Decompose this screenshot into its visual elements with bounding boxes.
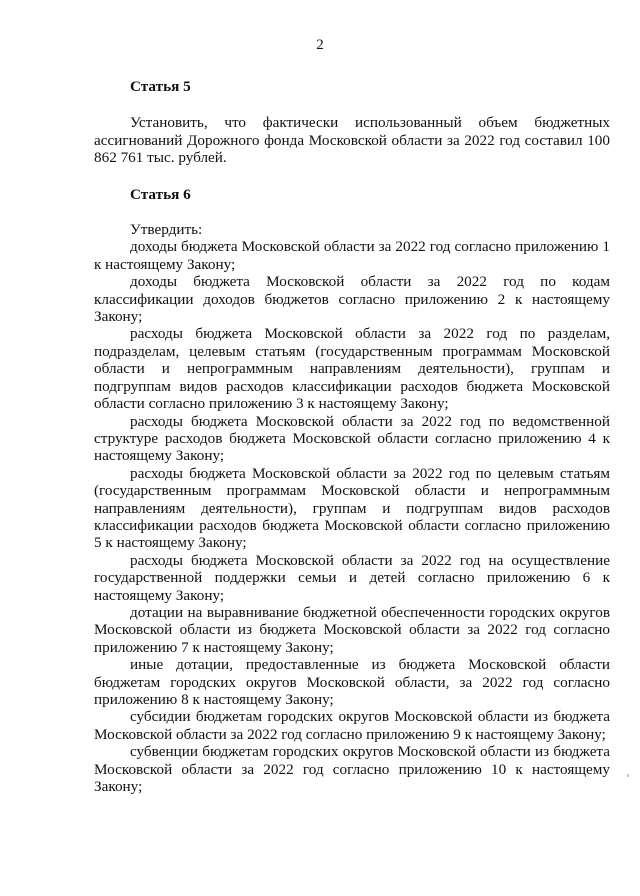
page-number: 2 — [316, 37, 324, 53]
article-6-title: Статья 6 — [130, 185, 191, 203]
scan-edge-mark — [627, 774, 629, 777]
article-6-item-8: иные дотации, предоставленные из бюджета Московской области бюджетам городских округов Московской области, за 2022 год согласно приложению 8 к настоящему Закону; — [94, 656, 610, 708]
article-5-title: Статья 5 — [130, 78, 191, 95]
article-6-intro: Утвердить: — [130, 221, 203, 239]
article-6-item-3: расходы бюджета Московской области за 2022 год по разделам, подразделам, целевым статьям (государственным программам Московской области и непрограммным направлениям деятельности), группам и подгруппам видов расходов классификации расходов бюджета Московской области согласно приложению 3 к настоящему Закону; — [94, 325, 610, 413]
article-6-item-7: дотации на выравнивание бюджетной обеспеченности городских округов Московской области из бюджета Московской области за 2022 год согласно приложению 7 к настоящему Закону; — [94, 603, 610, 656]
article-6-item-4: расходы бюджета Московской области за 2022 год по ведомственной структуре расходов бюджета Московской области согласно приложению 4 к настоящему Закону; — [94, 412, 610, 465]
article-6-item-5: расходы бюджета Московской области за 2022 год по целевым статьям (государственным программам Московской области и непрограммным направлениям деятельности), группам и подгруппам видов расходов классификации расходов бюджета Московской области согласно приложению 5 к настоящему Закону; — [94, 464, 610, 552]
article-5-text: Установить, что фактически использованный объем бюджетных ассигнований Дорожного фонда Московской области за 2022 год составил 100 862 761 тыс. рублей. — [94, 114, 610, 167]
article-6-item-6: расходы бюджета Московской области за 2022 год на осуществление государственной поддержки семьи и детей согласно приложению 6 к настоящему Закону; — [94, 551, 610, 604]
article-6-item-10: субвенции бюджетам городских округов Московской области из бюджета Московской области за 2022 год согласно приложению 10 к настоящему Закону; — [94, 743, 610, 796]
article-6-item-1: доходы бюджета Московской области за 2022 год согласно приложению 1 к настоящему Закону; — [94, 238, 610, 273]
article-6-item-9: субсидии бюджетам городских округов Московской области из бюджета Московской области за 2022 год согласно приложению 9 к настоящему Закону; — [94, 708, 610, 743]
document-body — [94, 78, 610, 795]
article-6-item-2: доходы бюджета Московской области за 2022 год по кодам классификации доходов бюджетов согласно приложению 2 к настоящему Закону; — [94, 273, 610, 326]
